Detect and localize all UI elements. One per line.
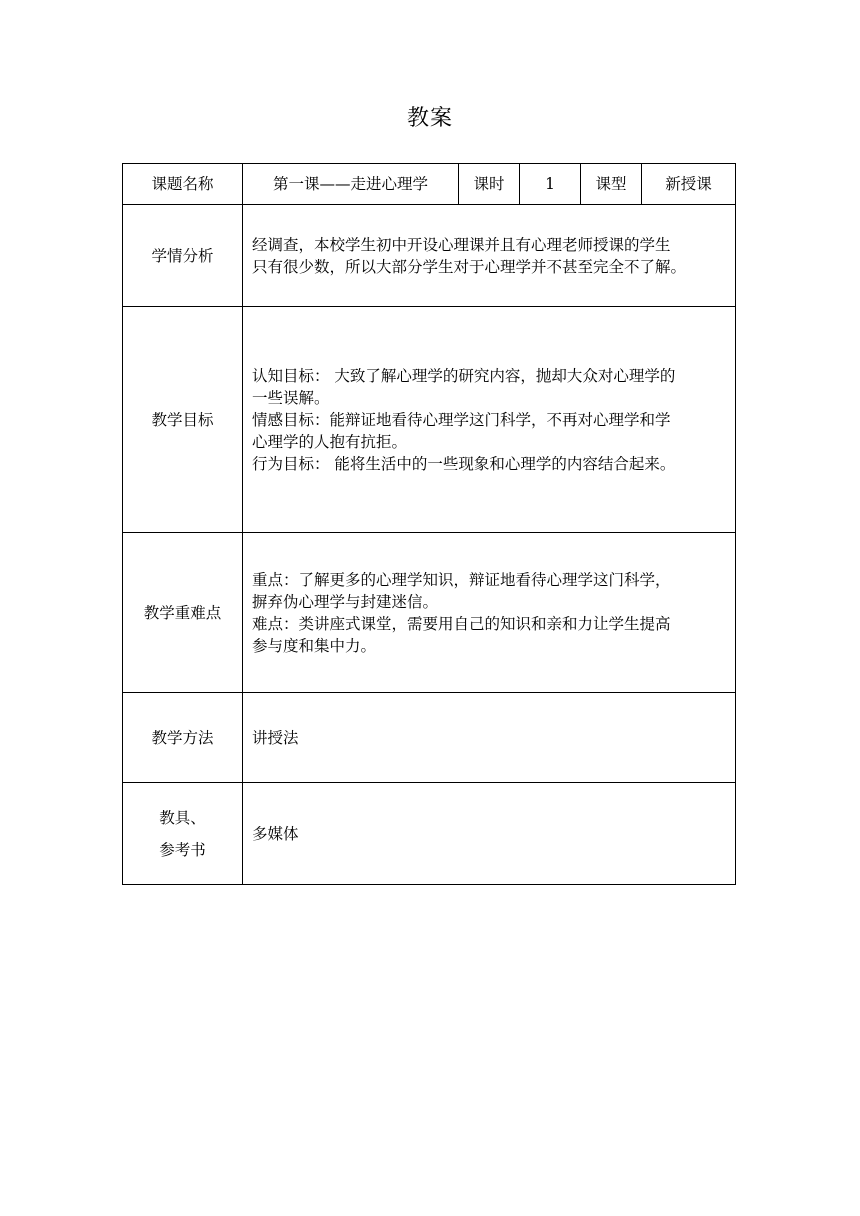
analysis-label: 学情分析 — [123, 205, 243, 307]
method-label: 教学方法 — [123, 693, 243, 783]
tools-value: 多媒体 — [243, 783, 736, 885]
tools-label-line: 参考书 — [159, 840, 206, 859]
key-points-line: 摒弃伪心理学与封建迷信。 — [252, 592, 439, 611]
hours-label: 课时 — [459, 164, 520, 205]
header-row — [123, 164, 736, 205]
goals-row — [123, 307, 736, 533]
type-value: 新授课 — [642, 164, 736, 205]
method-value: 讲授法 — [243, 693, 736, 783]
key-points-label: 教学重难点 — [123, 533, 243, 693]
key-points-line: 难点：类讲座式课堂，需要用自己的知识和亲和力让学生提高 — [252, 614, 671, 633]
method-row — [123, 693, 736, 783]
tools-label — [123, 783, 243, 885]
page-title: 教案 — [406, 106, 453, 131]
topic-value: 第一课——走进心理学 — [243, 164, 459, 205]
tools-label-line: 教具、 — [159, 808, 206, 827]
key-points-content — [243, 533, 736, 693]
topic-label: 课题名称 — [123, 164, 243, 205]
goals-line: 认知目标： 大致了解心理学的研究内容，抛却大众对心理学的 — [252, 366, 676, 385]
hours-value: 1 — [520, 164, 581, 205]
key-points-row — [123, 533, 736, 693]
type-label: 课型 — [581, 164, 642, 205]
lesson-plan-table — [122, 163, 736, 885]
analysis-content — [243, 205, 736, 307]
goals-line: 一些误解。 — [252, 388, 330, 407]
analysis-line: 经调查，本校学生初中开设心理课并且有心理老师授课的学生 — [252, 235, 671, 254]
tools-row — [123, 783, 736, 885]
goals-line: 情感目标：能辩证地看待心理学这门科学，不再对心理学和学 — [252, 410, 671, 429]
goals-line: 行为目标： 能将生活中的一些现象和心理学的内容结合起来。 — [252, 454, 676, 473]
key-points-line: 重点：了解更多的心理学知识，辩证地看待心理学这门科学， — [252, 570, 671, 589]
goals-content — [243, 307, 736, 533]
goals-label: 教学目标 — [123, 307, 243, 533]
analysis-line: 只有很少数，所以大部分学生对于心理学并不甚至完全不了解。 — [252, 257, 687, 276]
analysis-row — [123, 205, 736, 307]
key-points-line: 参与度和集中力。 — [252, 636, 377, 655]
goals-line: 心理学的人抱有抗拒。 — [252, 432, 408, 451]
